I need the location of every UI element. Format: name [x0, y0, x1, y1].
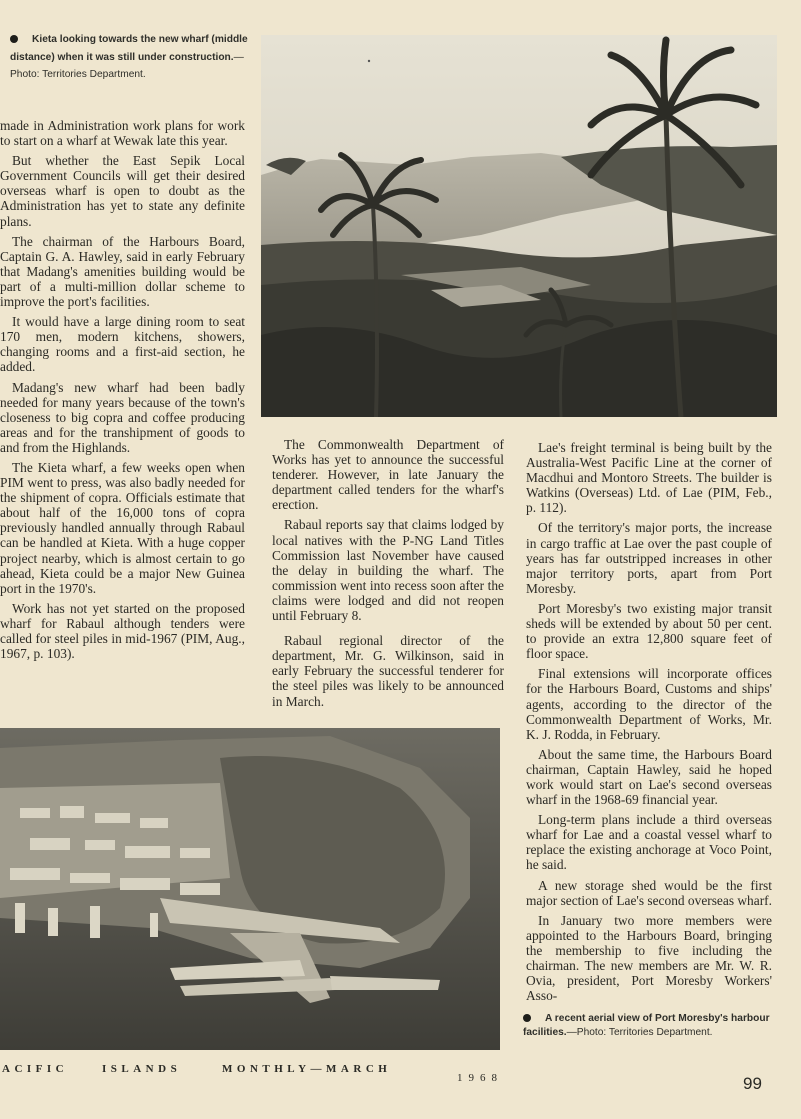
paragraph: Work has not yet started on the proposed wharf for Rabaul although tenders were called for steel piles in mid-1967 (PIM, Aug., 1967, p. 103).: [0, 600, 245, 662]
paragraph: But whether the East Sepik Local Government Councils will get their desired overseas wharf is open to doubt as the Administration has yet to state any definite plans.: [0, 153, 245, 229]
paragraph: Rabaul reports say that claims lodged by local natives with the P-NG Land Titles Commission last November have caused the delay in building the wharf. The commission went into recess soon after the claims were lodged and did not reopen until February 8.: [272, 517, 504, 624]
port-moresby-aerial-photo: [0, 728, 500, 1050]
paragraph: It would have a large dining room to seat 170 men, modern kitchens, showers, changing rooms and a first-aid section, he added.: [0, 314, 245, 375]
paragraph: Of the territory's major ports, the increase in cargo traffic at Lae over the past couple of years has far outstripped increases in other major territory ports, apart from Port Moresby.: [526, 520, 772, 596]
caption-bold-text: A recent aerial view of Port Moresby's harbour facilities.: [523, 1013, 770, 1038]
caption-bold-text: Kieta looking towards the new wharf (middle distance) when it was still under construction.: [10, 34, 248, 63]
paragraph: A new storage shed would be the first major section of Lae's second overseas wharf.: [526, 877, 772, 908]
bullet-icon: [10, 35, 18, 43]
paragraph: made in Administration work plans for work to start on a wharf at Wewak late this year.: [0, 118, 245, 149]
paragraph: About the same time, the Harbours Board chairman, Captain Hawley, said he hoped work would start on Lae's second overseas wharf in the 1968-69 financial year.: [526, 746, 772, 808]
footer-islands: ISLANDS: [102, 1063, 182, 1075]
photo-caption-aerial: [523, 1012, 773, 1040]
footer-pacific: ACIFIC: [2, 1063, 69, 1075]
caption-credit: —Photo: Territories Department.: [10, 51, 244, 80]
paragraph: In January two more members were appointed to the Harbours Board, bringing the membership to five including the chairman. The new members are Mr. W. R. Ovia, president, Port Moresby Workers' Asso-: [526, 912, 772, 1004]
paragraph: Final extensions will incorporate offices for the Harbours Board, Customs and ships' agents, according to the director of the Commonwealth Department of Works, Mr. K. J. Rodda, in February.: [526, 666, 772, 742]
footer-monthly-march: MONTHLY—MARCH: [222, 1063, 392, 1075]
page-number: 99: [743, 1074, 762, 1093]
footer-year: 1968: [457, 1072, 503, 1084]
paragraph: The chairman of the Harbours Board, Captain G. A. Hawley, said in early February that Madang's amenities building would be part of a multi-million dollar scheme to improve the port's facilities.: [0, 233, 245, 310]
article-column-1: [0, 118, 245, 661]
paragraph: Rabaul regional director of the department, Mr. G. Wilkinson, said in early February the successful tenderer for the steel piles was likely to be announced in March.: [272, 633, 504, 709]
paragraph: The Commonwealth Department of Works has yet to announce the successful tenderer. However, in late January the department called tenders for the wharf's erection.: [272, 437, 504, 513]
caption-credit: —Photo: Territories Department.: [566, 1027, 713, 1038]
kieta-photo: [261, 35, 777, 417]
bullet-icon: [523, 1014, 531, 1022]
paragraph: Long-term plans include a third overseas wharf for Lae and a coastal vessel wharf to replace the existing anchorage at Voco Point, he said.: [526, 812, 772, 873]
paragraph: Port Moresby's two existing major transit sheds will be extended by about 50 per cent. to provide an extra 12,800 square feet of floor space.: [526, 600, 772, 662]
photo-caption-kieta: [10, 31, 255, 84]
paragraph: The Kieta wharf, a few weeks open when PIM went to press, was also badly needed for the shipment of copra. Officials estimate that about half of the 16,000 tons of copra previously handled annually through Rabaul can be handled at Kieta. With a huge copper project nearby, which is almost certain to go ahead, Kieta could be a major New Guinea port in the 1970's.: [0, 459, 245, 596]
article-column-2: [272, 437, 504, 709]
article-column-3: [526, 440, 772, 1003]
paragraph: Lae's freight terminal is being built by the Australia-West Pacific Line at the corner of Macdhui and Montoro Streets. The builder is Watkins (Overseas) Ltd. of Lae (PIM, Feb., p. 112).: [526, 440, 772, 516]
paragraph: Madang's new wharf had been badly needed for many years because of the town's closeness to big copra and coffee producing areas and for the transhipment of goods to and from the Highlands.: [0, 379, 245, 455]
